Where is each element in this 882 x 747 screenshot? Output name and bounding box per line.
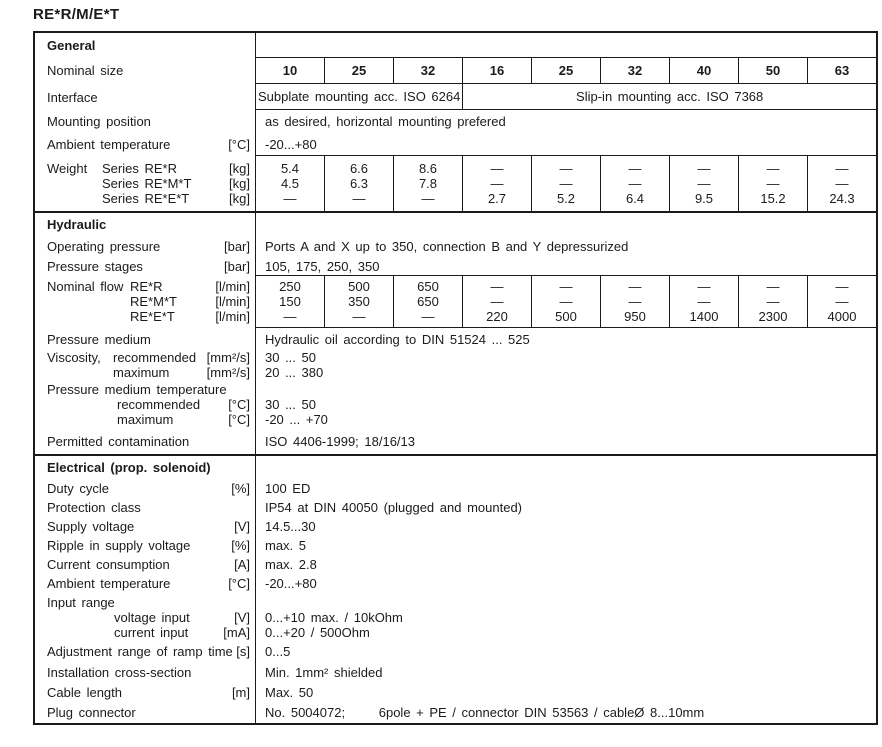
row-nominal-size [35, 57, 876, 84]
row-value: IP54 at DIN 40050 (plugged and mounted) [265, 500, 523, 515]
empty-cell [256, 213, 876, 235]
flow-cell: 250 150 — [256, 276, 325, 327]
row-label: Current consumption [A] [35, 555, 256, 574]
row-label: Adjustment range of ramp time [s] [35, 641, 256, 662]
spec-table [33, 31, 878, 725]
unit-label: [mA] [223, 624, 250, 640]
unit-label: [mm²/s] [206, 365, 250, 380]
row-label: Plug connector [35, 702, 256, 723]
unit-label: [%] [231, 538, 250, 553]
row-cable-length [35, 683, 876, 702]
row-label: Installation cross-section [35, 662, 256, 683]
weight-cell: 5.4 4.5 — [256, 156, 325, 211]
unit-label: [°C] [228, 136, 250, 152]
unit-label: [kg] [229, 175, 250, 191]
row-mounting-position [35, 110, 876, 133]
row-label: Weight Series RE*R [kg] Series RE*M*T [kg] Series RE*E*T [kg] [35, 155, 256, 211]
weight-cell: — — 2.7 [463, 156, 532, 211]
weight-cell: — — 24.3 [829, 161, 855, 206]
row-supply-voltage [35, 517, 876, 536]
row-value: 100 ED [265, 481, 311, 496]
viscosity-label: Viscosity, [47, 350, 101, 365]
row-label: Pressure stages [bar] [35, 258, 256, 275]
size-cell: 25 [325, 58, 394, 83]
row-weight [35, 155, 876, 211]
size-cell: 32 [601, 58, 670, 83]
unit-label: [l/min] [215, 279, 250, 294]
row-current-consumption [35, 555, 876, 574]
row-electrical-header [35, 456, 876, 479]
unit-label: [l/min] [215, 294, 250, 309]
row-hydraulic-header [35, 213, 876, 235]
size-cell: 50 [739, 58, 808, 83]
size-cell: 10 [256, 58, 325, 83]
row-value: 105, 175, 250, 350 [265, 259, 380, 274]
flow-cell: — — 1400 [670, 276, 739, 327]
unit-label: [V] [234, 519, 250, 534]
row-label: Nominal size [35, 57, 256, 84]
flow-cell: 500 350 — [325, 276, 394, 327]
flow-cell: — — 220 [463, 276, 532, 327]
section-hydraulic [35, 213, 876, 456]
row-label: Protection class [35, 498, 256, 517]
flow-cell: — — 4000 [827, 279, 857, 324]
row-general-header [35, 33, 876, 57]
row-label: Pressure medium [35, 328, 256, 350]
row-ambient-temperature-electrical [35, 574, 876, 593]
row-pressure-medium [35, 328, 876, 350]
row-interface [35, 84, 876, 110]
flow-cell: — — 950 [601, 276, 670, 327]
size-cell: 16 [463, 58, 532, 83]
row-label: Mounting position [35, 110, 256, 133]
unit-label: [m] [231, 685, 250, 700]
row-label: Viscosity, recommended [mm²/s] maximum [mm²/s] [35, 350, 256, 380]
row-ramp-time [35, 641, 876, 662]
row-label: Pressure medium temperature recommended [°C] maximum [°C] [35, 380, 256, 429]
size-cell: 25 [532, 58, 601, 83]
section-general [35, 33, 876, 213]
row-viscosity [35, 350, 876, 380]
row-value: max. 5 [265, 538, 307, 553]
row-label: Duty cycle [%] [35, 479, 256, 498]
row-protection-class [35, 498, 876, 517]
nominal-size-grid [256, 57, 876, 84]
unit-label: [V] [234, 609, 250, 625]
unit-label: [°C] [228, 397, 250, 412]
flow-cell: — — 500 [532, 276, 601, 327]
unit-label: [bar] [223, 239, 250, 254]
empty-cell [256, 456, 876, 479]
row-label: Ambient temperature [°C] [35, 133, 256, 155]
row-value: Ports A and X up to 350, connection B and Y depressurized [265, 239, 629, 254]
flow-cell: 650 650 — [394, 276, 463, 327]
row-value: -20...+80 [265, 576, 317, 591]
weight-cell: 6.6 6.3 — [325, 156, 394, 211]
interface-grid [256, 84, 876, 110]
unit-label: [kg] [229, 190, 250, 206]
unit-label: [kg] [229, 160, 250, 176]
row-value: max. 2.8 [265, 557, 317, 572]
unit-label: [°C] [228, 412, 250, 427]
row-label: Input range voltage input [V] current input [mA] [35, 593, 256, 641]
row-label: Interface [35, 84, 256, 110]
row-value: -20...+80 [265, 136, 317, 152]
row-value: as desired, horizontal mounting prefered [265, 114, 506, 129]
section-header-label: General [35, 33, 256, 57]
row-value: Max. 50 [265, 685, 314, 700]
unit-label: [%] [231, 481, 250, 496]
row-label: Operating pressure [bar] [35, 235, 256, 258]
unit-label: [bar] [223, 259, 250, 274]
weight-cell: — — 5.2 [532, 156, 601, 211]
row-value: 14.5...30 [265, 519, 316, 534]
size-cell: 63 [834, 63, 850, 78]
weight-cell: — — 6.4 [601, 156, 670, 211]
row-plug-connector [35, 702, 876, 723]
row-label: Supply voltage [V] [35, 517, 256, 536]
row-value: 0...+10 max. / 10kOhm 0...+20 / 500Ohm [265, 609, 403, 640]
row-label: Ambient temperature [°C] [35, 574, 256, 593]
row-value: 30 ... 50 20 ... 380 [265, 350, 324, 380]
row-value: Min. 1mm² shielded [265, 665, 383, 680]
row-label: Nominal flow RE*R [l/min] RE*M*T [l/min] RE*E*T [l/min] [35, 275, 256, 328]
weight-label: Weight [47, 160, 88, 176]
size-cell: 40 [670, 58, 739, 83]
row-installation-cross-section [35, 662, 876, 683]
section-electrical [35, 456, 876, 723]
row-nominal-flow [35, 275, 876, 328]
row-label: Permitted contamination [35, 429, 256, 454]
unit-label: [s] [236, 644, 250, 659]
row-ripple [35, 536, 876, 555]
row-ambient-temperature [35, 133, 876, 155]
section-header-label: Electrical (prop. solenoid) [35, 456, 256, 479]
interface-subplate-cell: Subplate mounting acc. ISO 6264 [256, 84, 463, 109]
weight-cell: 8.6 7.8 — [394, 156, 463, 211]
row-value: Hydraulic oil according to DIN 51524 ... 525 [265, 331, 530, 347]
size-cell: 32 [394, 58, 463, 83]
unit-label: [°C] [228, 576, 250, 591]
page-title: RE*R/M/E*T [33, 6, 120, 23]
row-pressure-medium-temperature [35, 380, 876, 429]
interface-slipin-cell: Slip-in mounting acc. ISO 7368 [576, 89, 764, 104]
flow-label: Nominal flow [47, 279, 124, 294]
weight-cell: — — 9.5 [670, 156, 739, 211]
section-header-label: Hydraulic [35, 213, 256, 235]
row-pressure-stages [35, 258, 876, 275]
weight-cell: — — 15.2 [739, 156, 808, 211]
unit-label: [l/min] [215, 309, 250, 324]
row-value: 30 ... 50 -20 ... +70 [265, 397, 328, 427]
row-operating-pressure [35, 235, 876, 258]
nominal-flow-grid [256, 275, 876, 328]
empty-cell [256, 33, 876, 57]
row-label: Cable length [m] [35, 683, 256, 702]
row-input-range [35, 593, 876, 641]
row-permitted-contamination [35, 429, 876, 454]
unit-label: [A] [234, 557, 250, 572]
unit-label: [mm²/s] [206, 350, 250, 365]
row-value: 0...5 [265, 644, 291, 659]
row-value: ISO 4406-1999; 18/16/13 [265, 434, 416, 449]
row-duty-cycle [35, 479, 876, 498]
weight-grid [256, 155, 876, 211]
flow-cell: — — 2300 [739, 276, 808, 327]
row-label: Ripple in supply voltage [%] [35, 536, 256, 555]
row-value: No. 5004072; 6pole + PE / connector DIN 53563 / cableØ 8...10mm [265, 705, 705, 720]
